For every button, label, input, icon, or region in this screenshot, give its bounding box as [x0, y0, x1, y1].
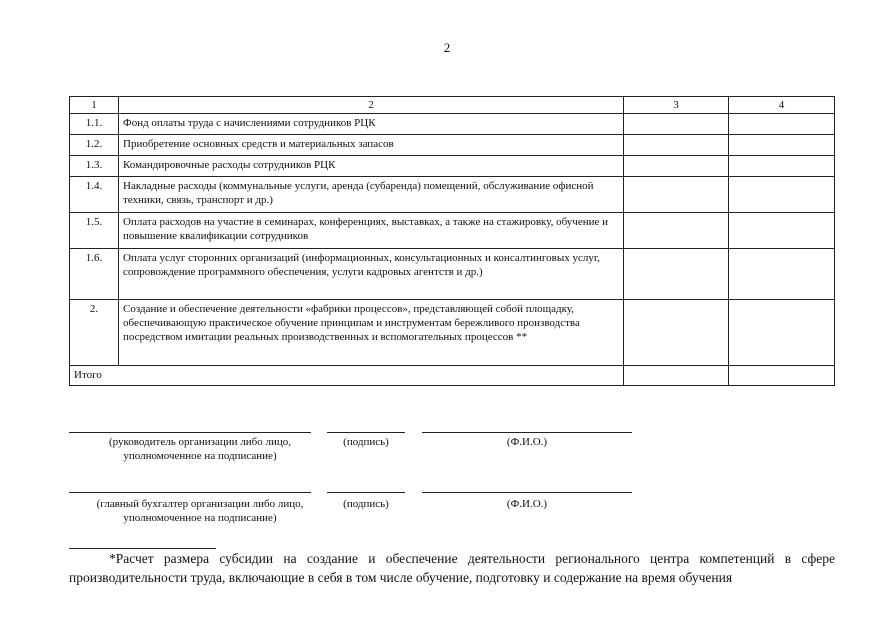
signature-line-accountant-sign: [327, 492, 405, 493]
row-number: 1.5.: [70, 213, 119, 249]
head-role-caption: (руководитель организации либо лицо, уполномоченное на подписание): [108, 436, 292, 462]
row-description: Накладные расходы (коммунальные услуги, аренда (субаренда) помещений, обслуживание офисной техники, связь, транспорт и др.): [119, 177, 624, 213]
row-value-col4: [729, 114, 835, 135]
header-cell-1: 1: [70, 97, 119, 114]
header-cell-2: 2: [119, 97, 624, 114]
signature-line-head-fio: [422, 432, 632, 433]
row-value-col3: [624, 114, 729, 135]
row-description: Создание и обеспечение деятельности «фабрики процессов», представляющей собой площадку, обеспечивающую практическое обучение принципам и инструментам бережливого производства посредством имитации реальных производственных и вспомогательных процессов **: [119, 300, 624, 366]
header-cell-4: 4: [729, 97, 835, 114]
row-number: 2.: [70, 300, 119, 366]
signature-line-head-sign: [327, 432, 405, 433]
total-value-col4: [729, 366, 835, 386]
row-description: Оплата услуг сторонних организаций (информационных, консультационных и консалтинговых услуг, сопровождение программного обеспечения, услуги кадровых агентств и др.): [119, 249, 624, 300]
row-description: Фонд оплаты труда с начислениями сотрудников РЦК: [119, 114, 624, 135]
row-value-col4: [729, 300, 835, 366]
total-value-col3: [624, 366, 729, 386]
row-value-col3: [624, 249, 729, 300]
row-description: Оплата расходов на участие в семинарах, конференциях, выставках, а также на стажировку, обучение и повышение квалификации сотрудников: [119, 213, 624, 249]
table-row: [70, 114, 835, 135]
header-cell-3: 3: [624, 97, 729, 114]
head-fio-caption: (Ф.И.О.): [506, 436, 548, 448]
budget-table: [69, 96, 835, 386]
row-value-col4: [729, 213, 835, 249]
row-value-col4: [729, 177, 835, 213]
row-value-col3: [624, 213, 729, 249]
row-value-col3: [624, 156, 729, 177]
row-value-col3: [624, 300, 729, 366]
table-row: [70, 156, 835, 177]
table-row: [70, 135, 835, 156]
accountant-sign-caption: (подпись): [343, 498, 389, 510]
row-number: 1.2.: [70, 135, 119, 156]
table-row: [70, 249, 835, 300]
signature-line-head-role: [69, 432, 311, 433]
head-sign-caption: (подпись): [343, 436, 389, 448]
total-label: Итого: [70, 366, 624, 386]
table-row: [70, 213, 835, 249]
table-header-row: [70, 97, 835, 114]
row-number: 1.3.: [70, 156, 119, 177]
row-description: Приобретение основных средств и материальных запасов: [119, 135, 624, 156]
signature-line-accountant-fio: [422, 492, 632, 493]
row-description: Командировочные расходы сотрудников РЦК: [119, 156, 624, 177]
table-row: [70, 177, 835, 213]
table-row: [70, 300, 835, 366]
row-number: 1.6.: [70, 249, 119, 300]
accountant-fio-caption: (Ф.И.О.): [506, 498, 548, 510]
row-value-col4: [729, 135, 835, 156]
signature-line-accountant-role: [69, 492, 311, 493]
row-value-col3: [624, 135, 729, 156]
footnote-text: *Расчет размера субсидии на создание и обеспечение деятельности регионального центра компетенций в сфере производительности труда, включающие в себя в том числе обучение, подготовку и содержание на время обучения: [69, 551, 835, 585]
row-value-col4: [729, 156, 835, 177]
row-value-col3: [624, 177, 729, 213]
page-number: 2: [443, 40, 451, 55]
row-number: 1.4.: [70, 177, 119, 213]
accountant-role-caption: (главный бухгалтер организации либо лицо, уполномоченное на подписание): [96, 498, 304, 524]
row-number: 1.1.: [70, 114, 119, 135]
row-value-col4: [729, 249, 835, 300]
total-row: [70, 366, 835, 386]
